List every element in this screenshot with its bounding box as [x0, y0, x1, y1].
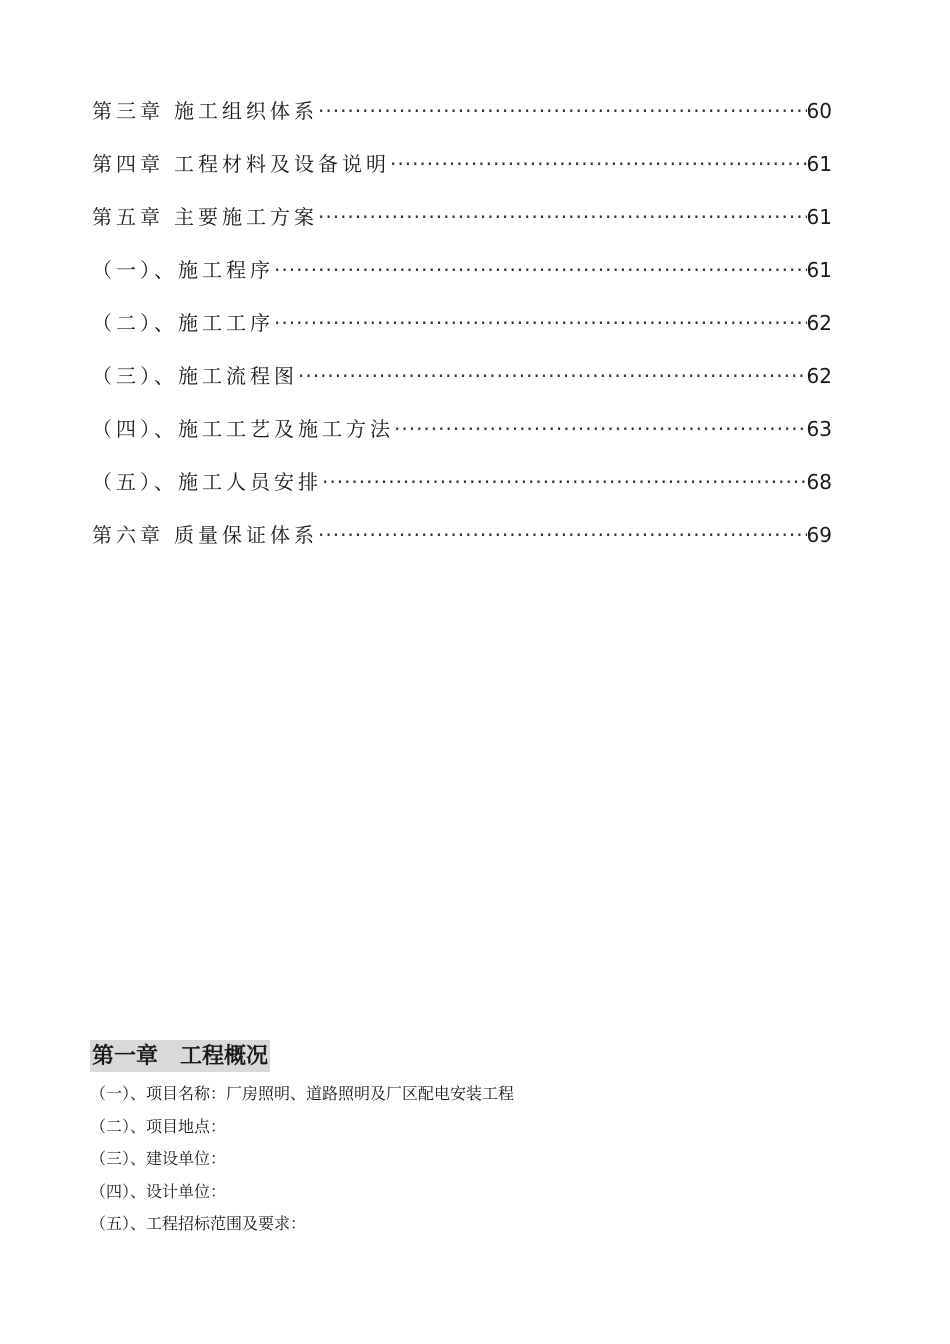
toc-entry-label: [92, 360, 298, 389]
toc-entry-label: [92, 254, 274, 283]
toc-dot-leader: [318, 99, 807, 123]
toc-dot-leader: [390, 152, 807, 176]
toc-page-number: 62: [806, 311, 832, 335]
toc-entry-label: [92, 148, 390, 177]
toc-entry-title: 施工流程图: [178, 364, 298, 388]
toc-entry-section-1[interactable]: [92, 254, 832, 307]
toc-entry-section-4[interactable]: [92, 413, 832, 466]
toc-entry-title: 质量保证体系: [174, 523, 318, 547]
toc-page-number: 61: [806, 258, 832, 282]
overview-item-scope: （五）、工程招标范围及要求：: [90, 1214, 307, 1233]
toc-entry-title: 主要施工方案: [174, 205, 318, 229]
toc-entry-prefix: 第四章: [92, 152, 164, 176]
toc-entry-label: [92, 413, 394, 442]
toc-page-number: 61: [806, 152, 832, 176]
toc-entry-label: [92, 201, 318, 230]
toc-entry-section-2[interactable]: [92, 307, 832, 360]
toc-dot-leader: [322, 470, 807, 494]
toc-entry-title: 工程材料及设备说明: [174, 152, 390, 176]
toc-page-number: 62: [806, 364, 832, 388]
toc-entry-title: 施工程序: [178, 258, 274, 282]
toc-entry-prefix: 第三章: [92, 99, 164, 123]
toc-entry-prefix: （二）、: [92, 311, 178, 335]
toc-page-number: 63: [806, 417, 832, 441]
toc-entry-label: [92, 519, 318, 548]
toc-entry-section-5[interactable]: [92, 466, 832, 519]
toc-entry-prefix: （一）、: [92, 258, 178, 282]
toc-entry-prefix: 第六章: [92, 523, 164, 547]
toc-entry-prefix: （三）、: [92, 364, 178, 388]
toc-entry-section-3[interactable]: [92, 360, 832, 413]
toc-dot-leader: [274, 258, 807, 282]
toc-dot-leader: [274, 311, 807, 335]
toc-entry-chapter-6[interactable]: [92, 519, 832, 572]
chapter-heading: [90, 1040, 270, 1072]
chapter-title: 工程概况: [180, 1043, 269, 1069]
toc-entry-title: 施工组织体系: [174, 99, 318, 123]
table-of-contents: [92, 95, 832, 572]
toc-entry-chapter-4[interactable]: [92, 148, 832, 201]
overview-item-project-name: （一）、项目名称：厂房照明、道路照明及厂区配电安装工程: [90, 1084, 515, 1103]
toc-dot-leader: [394, 417, 807, 441]
toc-entry-label: [92, 307, 274, 336]
toc-entry-title: 施工工序: [178, 311, 274, 335]
toc-entry-chapter-3[interactable]: [92, 95, 832, 148]
toc-entry-prefix: （四）、: [92, 417, 178, 441]
chapter-section: [90, 1040, 850, 1241]
toc-entry-title: 施工人员安排: [178, 470, 322, 494]
toc-page-number: 69: [806, 523, 832, 547]
toc-entry-chapter-5[interactable]: [92, 201, 832, 254]
toc-dot-leader: [318, 523, 807, 547]
toc-dot-leader: [298, 364, 807, 388]
toc-entry-title: 施工工艺及施工方法: [178, 417, 394, 441]
toc-entry-label: [92, 95, 318, 124]
overview-item-owner: （三）、建设单位：: [90, 1149, 227, 1168]
overview-item-designer: （四）、设计单位：: [90, 1181, 227, 1201]
overview-item-project-location: （二）、项目地点：: [90, 1116, 227, 1136]
toc-entry-label: [92, 466, 322, 495]
chapter-number: 第一章: [92, 1043, 159, 1069]
toc-page-number: 68: [806, 470, 832, 494]
toc-page-number: 60: [806, 99, 832, 123]
toc-page-number: 61: [806, 205, 832, 229]
toc-dot-leader: [318, 205, 807, 229]
toc-entry-prefix: 第五章: [92, 205, 164, 229]
toc-entry-prefix: （五）、: [92, 470, 178, 494]
